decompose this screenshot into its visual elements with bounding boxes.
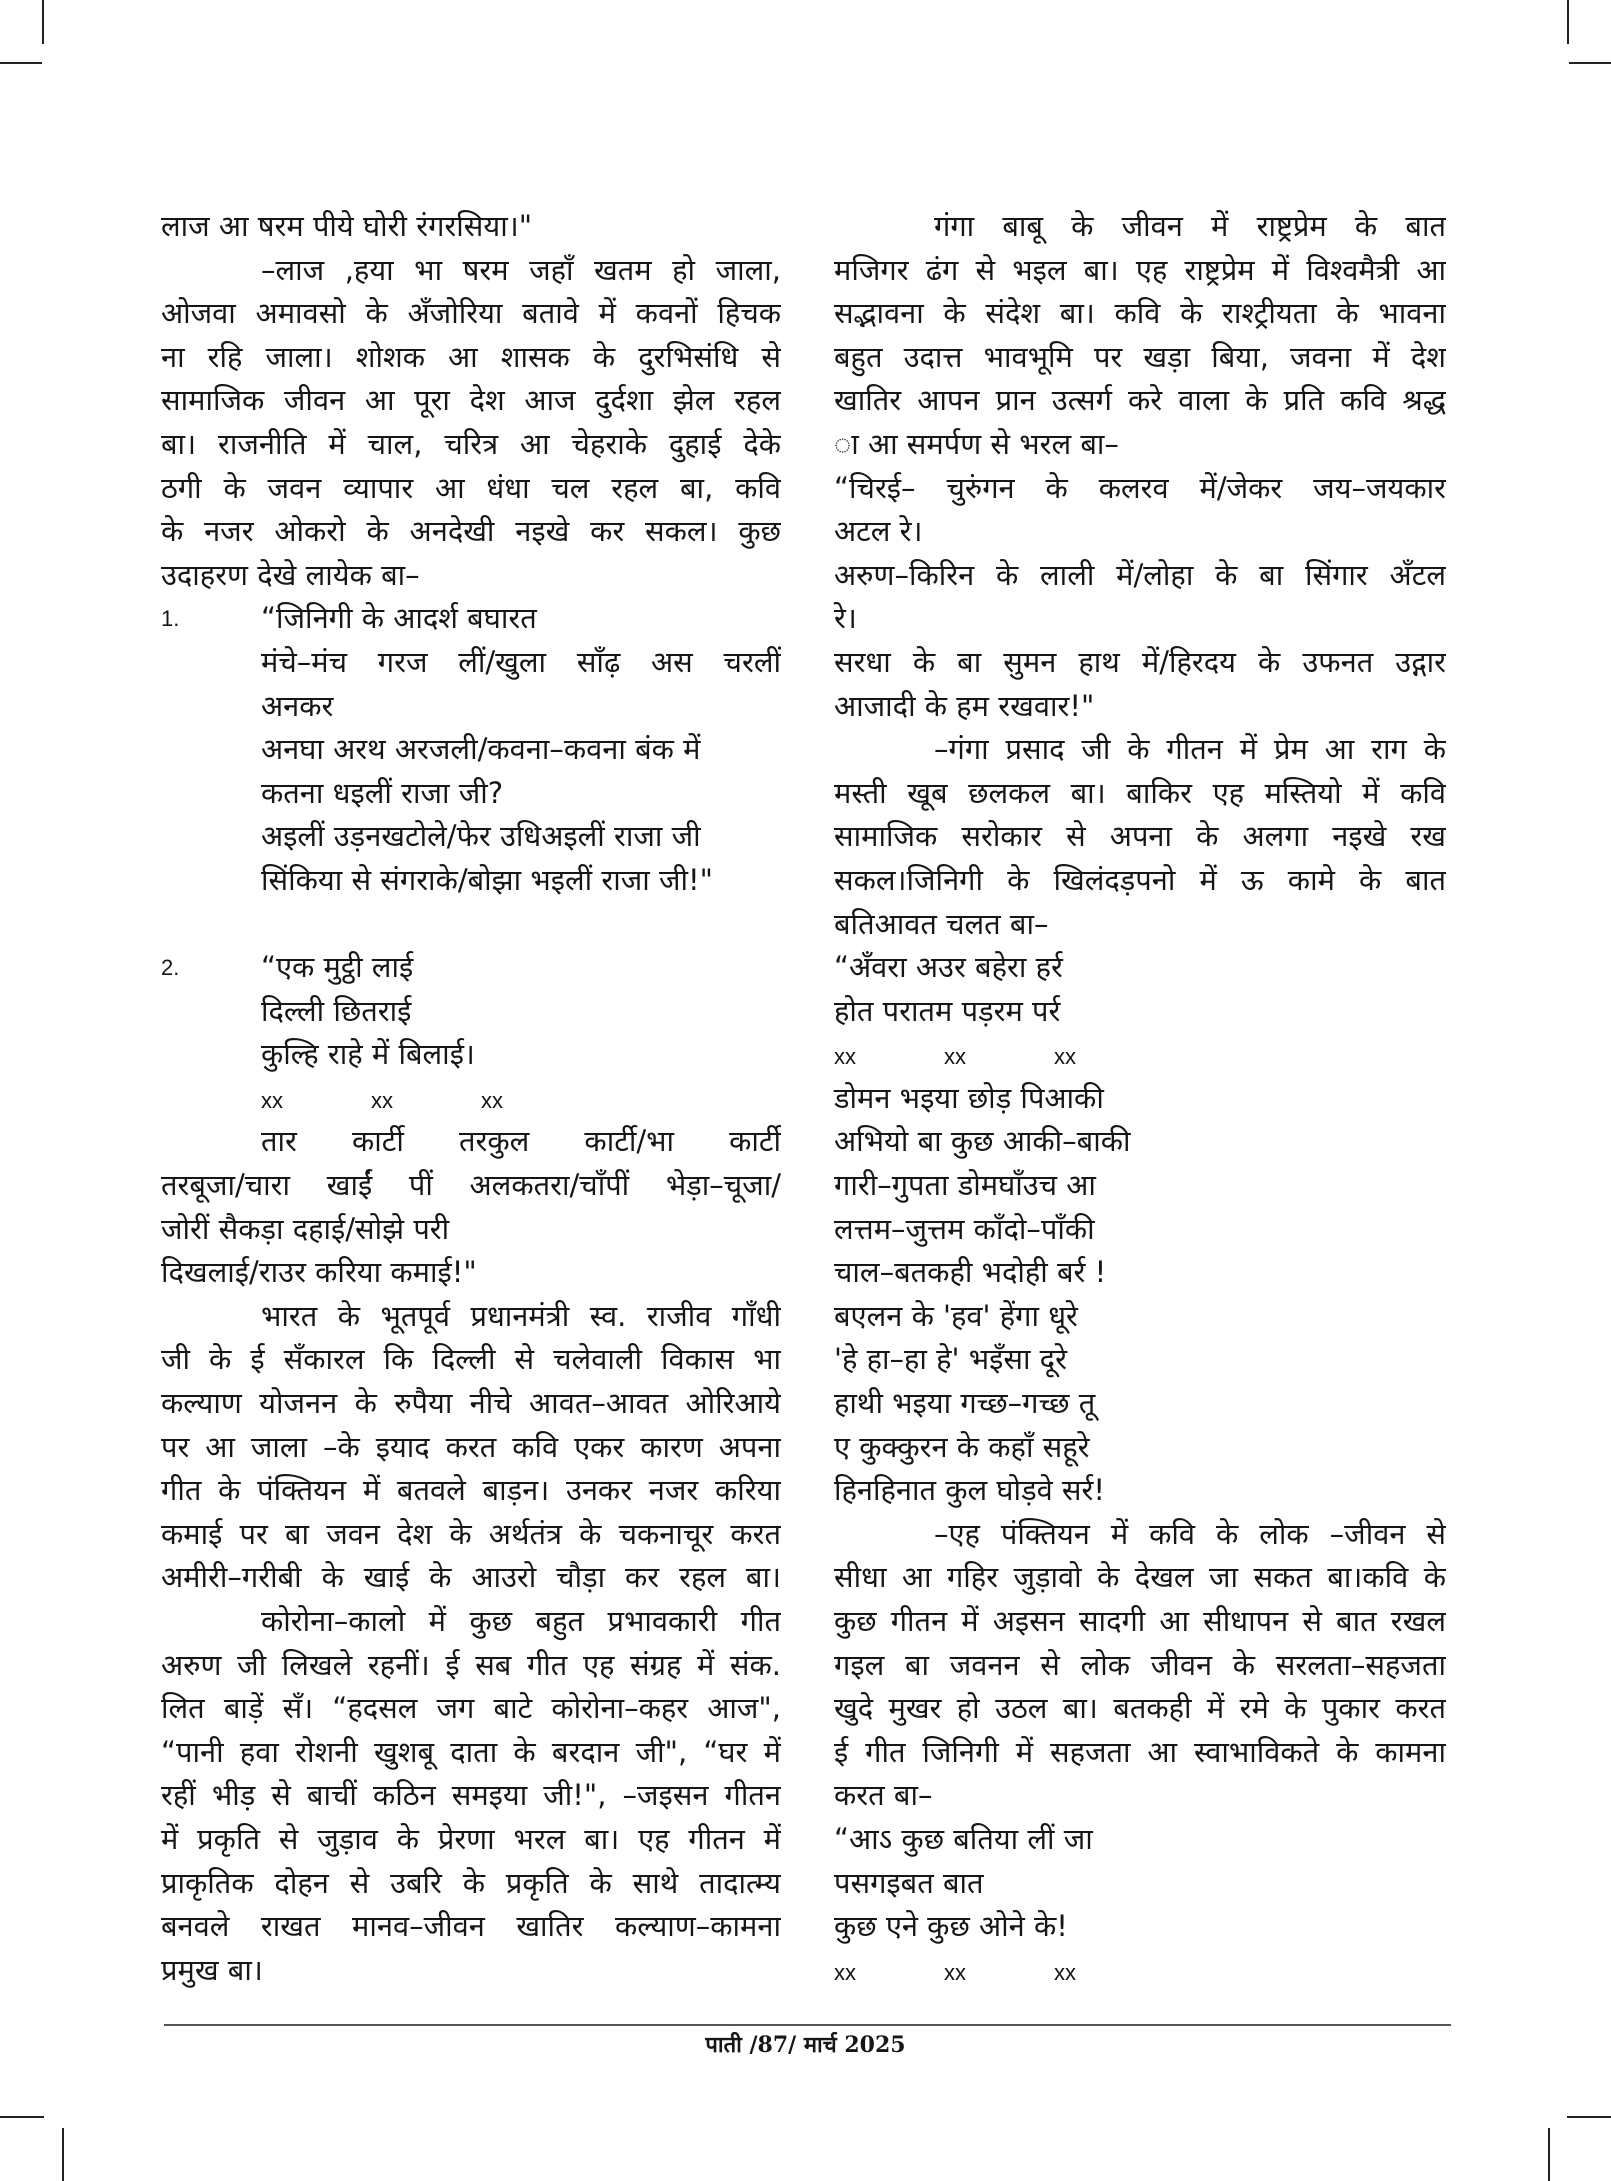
list-number: 2.: [161, 955, 180, 981]
text-line: –गंगा प्रसाद जी के गीतन में प्रेम आ राग के: [934, 732, 1446, 767]
verse-line: चाल–बतकही भदोही बर्र !: [834, 1255, 1107, 1290]
text-line: गीत के पंक्तियन में बतवले बाड़न। उनकर नजर करिया: [161, 1473, 781, 1508]
verse-line: “अँवरा अउर बहेरा हर्र: [834, 950, 1063, 985]
text-line: अमीरी–गरीबी के खाई के आउरो चौड़ा कर रहल बा।: [161, 1560, 781, 1595]
crop-mark-bottom-left-h: [0, 2116, 44, 2118]
text-line: मजिगर ढंग से भइल बा। एह राष्ट्रप्रेम में विश्वमैत्री आ: [834, 252, 1446, 287]
text-line: सामाजिक जीवन आ पूरा देश आज दुर्दशा झेल रहल: [161, 383, 781, 418]
verse-line: लत्तम–जुत्तम काँदो–पाँकी: [834, 1211, 1095, 1246]
text-line: ओजवा अमावसो के अँजोरिया बतावे में कवनों हिचक: [161, 296, 781, 331]
verse-line: तरबूजा/चारा खाईं पीं अलकतरा/चाँपीं भेड़ा–चूजा/: [161, 1168, 781, 1203]
text-line: ा आ समर्पण से भरल बा–: [834, 426, 1119, 461]
verse-line: डोमन भइया छोड़ पिआकी: [834, 1080, 1104, 1115]
text-line: बा। राजनीति में चाल, चरित्र आ चेहराके दुहाई देके: [161, 426, 781, 461]
verse-line: बएलन के 'हव' हेंगा धूरे: [834, 1298, 1078, 1333]
text-line: लाज आ षरम पीये घोरी रंगरसिया।": [161, 209, 533, 243]
verse-line: अटल रे।: [834, 514, 923, 549]
verse-line: मंचे–मंच गरज लीं/खुला साँढ़ अस चरलीं: [261, 644, 781, 679]
text-line: खातिर आपन प्रान उत्सर्ग करे वाला के प्रति कवि श्रद्ध: [834, 383, 1446, 418]
text-line: सीधा आ गहिर जुड़ावो के देखल जा सकत बा।कवि के: [834, 1560, 1446, 1595]
crop-mark-bottom-right-h: [1567, 2116, 1611, 2118]
verse-line: अनघा अरथ अरजली/कवना–कवना बंक में: [261, 732, 701, 767]
text-line: बनवले राखत मानव–जीवन खातिर कल्याण–कामना: [161, 1909, 781, 1944]
text-line: सकल।जिनिगी के खिलंदड़पनो में ऊ कामे के बात: [834, 862, 1446, 897]
verse-line: गारी–गुपता डोमघाँउच आ: [834, 1168, 1096, 1203]
text-line: कमाई पर बा जवन देश के अर्थतंत्र के चकनाचूर करत: [161, 1516, 781, 1551]
verse-line: अनकर: [261, 688, 334, 723]
section-break-xx: xx xx xx: [261, 1087, 503, 1113]
text-line: मस्ती खूब छलकल बा। बाकिर एह मस्तियो में कवि: [834, 775, 1446, 810]
verse-line: “जिनिगी के आदर्श बघारत: [261, 601, 537, 636]
verse-line: अइलीं उड़नखटोले/फेर उधिअइलीं राजा जी: [261, 819, 701, 854]
right-column: [834, 205, 1446, 1992]
page-footer: पाती /87/ मार्च 2025: [705, 2032, 906, 2058]
text-line: –लाज ,हया भा षरम जहाँ खतम हो जाला,: [261, 252, 781, 287]
text-line: अरुण जी लिखले रहनीं। ई सब गीत एह संग्रह में संक.: [161, 1647, 781, 1682]
verse-line: अरुण–किरिन के लाली में/लोहा के बा सिंगार अँटल: [834, 557, 1446, 592]
verse-line: 'हे हा–हा हे' भइँसा दूरे: [834, 1342, 1067, 1377]
verse-line: “एक मुट्ठी लाई: [261, 950, 414, 985]
text-line: खुदे मुखर हो उठल बा। बतकही में रमे के पुकार करत: [834, 1691, 1446, 1726]
verse-line: “चिरई– चुरुंगन के कलरव में/जेकर जय–जयकार: [834, 470, 1446, 505]
section-break-xx: xx xx xx: [834, 1044, 1076, 1070]
crop-mark-bottom-right-v: [1548, 2128, 1550, 2181]
text-line: भारत के भूतपूर्व प्रधानमंत्री स्व. राजीव गाँधी: [261, 1298, 781, 1333]
verse-line: जोरीं सैकड़ा दहाई/सोझे परी: [161, 1211, 450, 1246]
text-line: जी के ई सँकारल कि दिल्ली से चलेवाली विकास भा: [161, 1342, 781, 1377]
verse-line: हिनहिनात कुल घोड़वे सर्र!: [834, 1473, 1106, 1508]
crop-mark-top-left-h: [0, 62, 42, 64]
section-break-xx: xx xx xx: [834, 1959, 1076, 1985]
text-line: ई गीत जिनिगी में सहजता आ स्वाभाविकते के कामना: [834, 1734, 1446, 1769]
text-line: में प्रकृति से जुड़ाव के प्रेरणा भरल बा। एह गीतन में: [161, 1821, 781, 1856]
verse-line: दिखलाई/राउर करिया कमाई!": [161, 1255, 477, 1290]
verse-line: सरधा के बा सुमन हाथ में/हिरदय के उफनत उद्गार: [834, 644, 1446, 679]
text-line: उदाहरण देखे लायेक बा–: [161, 557, 420, 592]
crop-mark-top-right-v: [1567, 0, 1569, 44]
text-line: –एह पंक्तियन में कवि के लोक –जीवन से: [934, 1516, 1446, 1551]
text-line: कुछ गीतन में अइसन सादगी आ सीधापन से बात रखल: [834, 1604, 1446, 1638]
text-line: कल्याण योजनन के रुपैया नीचे आवत–आवत ओरिआये: [161, 1386, 781, 1421]
text-line: प्राकृतिक दोहन से उबरि के प्रकृति के साथे तादात्म्य: [161, 1865, 781, 1900]
verse-line: ए कुक्कुरन के कहाँ सहूरे: [834, 1429, 1090, 1464]
left-column: [161, 205, 781, 1992]
verse-line: अभियो बा कुछ आकी–बाकी: [834, 1124, 1131, 1159]
text-line: “पानी हवा रोशनी खुशबू दाता के बरदान जी", “घर में: [161, 1734, 781, 1769]
verse-line: सिंकिया से संगराके/बोझा भइलीं राजा जी!": [261, 862, 713, 897]
verse-line: कुछ एने कुछ ओने के!: [834, 1909, 1068, 1944]
footer-rule: [164, 2024, 1451, 2026]
verse-line: पसगइबत बात: [834, 1865, 984, 1900]
verse-line: कतना धइलीं राजा जी?: [261, 775, 504, 810]
verse-line: रे।: [834, 601, 857, 636]
verse-line: “आऽ कुछ बतिया लीं जा: [834, 1821, 1093, 1856]
text-line: गइल बा जवनन से लोक जीवन के सरलता–सहजता: [834, 1647, 1446, 1682]
crop-mark-bottom-left-v: [62, 2128, 64, 2181]
text-line: पर आ जाला –के इयाद करत कवि एकर कारण अपना: [161, 1429, 781, 1464]
verse-line: तार कार्टी तरकुल कार्टी/भा कार्टी: [261, 1124, 781, 1159]
text-line: सद्भावना के संदेश बा। कवि के राश्ट्रीयता के भावना: [834, 296, 1446, 331]
verse-line: होत परातम पड़रम पर्र: [834, 993, 1061, 1028]
verse-2: [161, 946, 781, 1164]
crop-mark-top-right-h: [1569, 62, 1611, 64]
verse-1: [161, 597, 781, 902]
verse-line: आजादी के हम रखवार!": [834, 688, 1095, 723]
text-line: के नजर ओकरो के अनदेखी नइखे कर सकल। कुछ: [161, 514, 781, 549]
text-line: बतिआवत चलत बा–: [834, 906, 1049, 941]
text-line: सामाजिक सरोकार से अपना के अलगा नइखे रख: [834, 819, 1446, 854]
list-number: 1.: [161, 606, 180, 632]
blank-line: [161, 903, 781, 947]
text-line: ना रहि जाला। शोशक आ शासक के दुरभिसंधि से: [161, 339, 781, 374]
text-line: कोरोना–कालो में कुछ बहुत प्रभावकारी गीत: [261, 1604, 781, 1638]
text-line: बहुत उदात्त भावभूमि पर खड़ा बिया, जवना में देश: [834, 339, 1446, 374]
text-line: प्रमुख बा।: [161, 1952, 263, 1987]
text-line: रहीं भीड़ से बाचीं कठिन समइया जी!", –जइसन गीतन: [161, 1778, 781, 1813]
verse-line: दिल्ली छितराई: [261, 993, 412, 1028]
verse-line: हाथी भइया गच्छ–गच्छ तू: [834, 1386, 1096, 1421]
text-line: करत बा–: [834, 1778, 933, 1813]
text-line: गंगा बाबू के जीवन में राष्ट्रप्रेम के बात: [934, 209, 1446, 243]
text-line: ठगी के जवन व्यापार आ धंधा चल रहल बा, कवि: [161, 470, 781, 505]
verse-line: कुल्हि राहे में बिलाई।: [261, 1037, 475, 1072]
text-line: लित बाड़ें सँ। “हदसल जग बाटे कोरोना–कहर आज",: [161, 1691, 781, 1726]
crop-mark-top-left-v: [42, 0, 44, 44]
